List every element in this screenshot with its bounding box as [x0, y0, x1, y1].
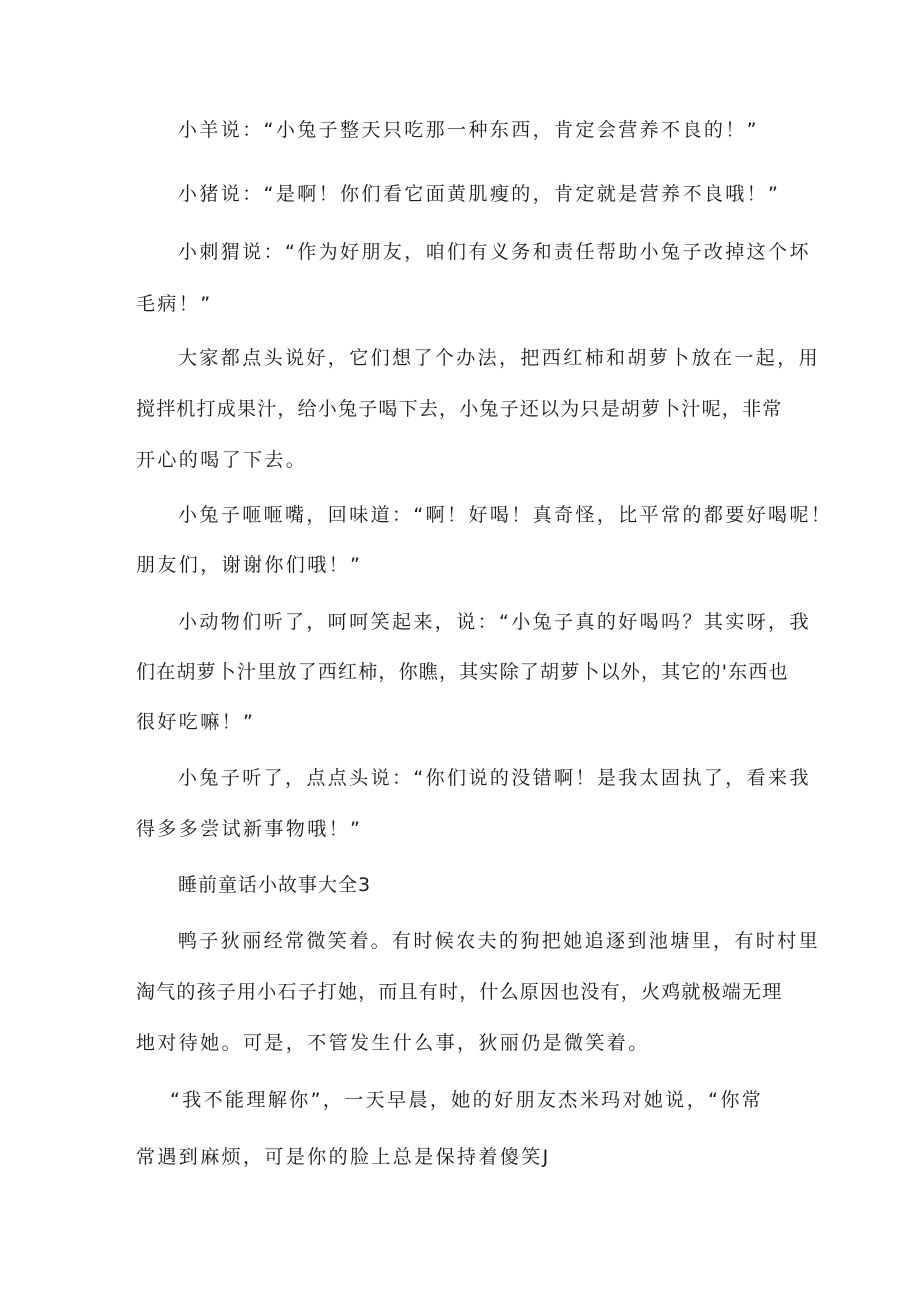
p9-line2: 淘气的孩子用小石子打她，而且有时，什么原因也没有，火鸡就极端无理 [136, 981, 783, 1003]
section-heading: 睡前童话小故事大全3 [178, 874, 372, 896]
p6-line1: 小动物们听了，呵呵笑起来，说：“小兔子真的好喝吗？其实呀，我 [178, 611, 811, 633]
p10-line1: “我不能理解你”，一天早晨，她的好朋友杰米玛对她说，“你常 [170, 1089, 764, 1111]
p3-line2: 毛病！” [136, 293, 213, 315]
p1-line1: 小羊说：“小兔子整天只吃那一种东西，肯定会营养不良的！” [178, 119, 759, 141]
p9-line3: 地对待她。可是，不管发生什么事，狄丽仍是微笑着。 [136, 1032, 650, 1054]
p7-line2: 得多多尝试新事物哦！” [136, 818, 363, 840]
p4-line1: 大家都点头说好，它们想了个办法，把西红柿和胡萝卜放在一起，用 [178, 347, 821, 369]
p4-line3: 开心的喝了下去。 [136, 449, 308, 471]
p9-line1: 鸭子狄丽经常微笑着。有时候农夫的狗把她追逐到池塘里，有时村里 [178, 930, 821, 952]
p5-line1: 小兔子咂咂嘴，回味道：“啊！好喝！真奇怪，比平常的都要好喝呢！ [178, 504, 833, 526]
p7-line1: 小兔子听了，点点头说：“你们说的没错啊！是我太固执了，看来我 [178, 767, 811, 789]
p10-line2: 常遇到麻烦，可是你的脸上总是保持着傻笑J [136, 1146, 551, 1168]
p4-line2: 搅拌机打成果汁，给小兔子喝下去，小兔子还以为只是胡萝卜汁呢，非常 [136, 398, 783, 420]
p3-line1: 小刺猬说：“作为好朋友，咱们有义务和责任帮助小兔子改掉这个坏 [178, 241, 811, 263]
p2-line1: 小猪说：“是啊！你们看它面黄肌瘦的，肯定就是营养不良哦！” [178, 183, 781, 205]
p6-line3: 很好吃嘛！” [136, 711, 256, 733]
p6-line2: 们在胡萝卜汁里放了西红柿，你瞧，其实除了胡萝卜以外，其它的'东西也 [136, 661, 789, 683]
p5-line2: 朋友们，谢谢你们哦！” [136, 554, 363, 576]
